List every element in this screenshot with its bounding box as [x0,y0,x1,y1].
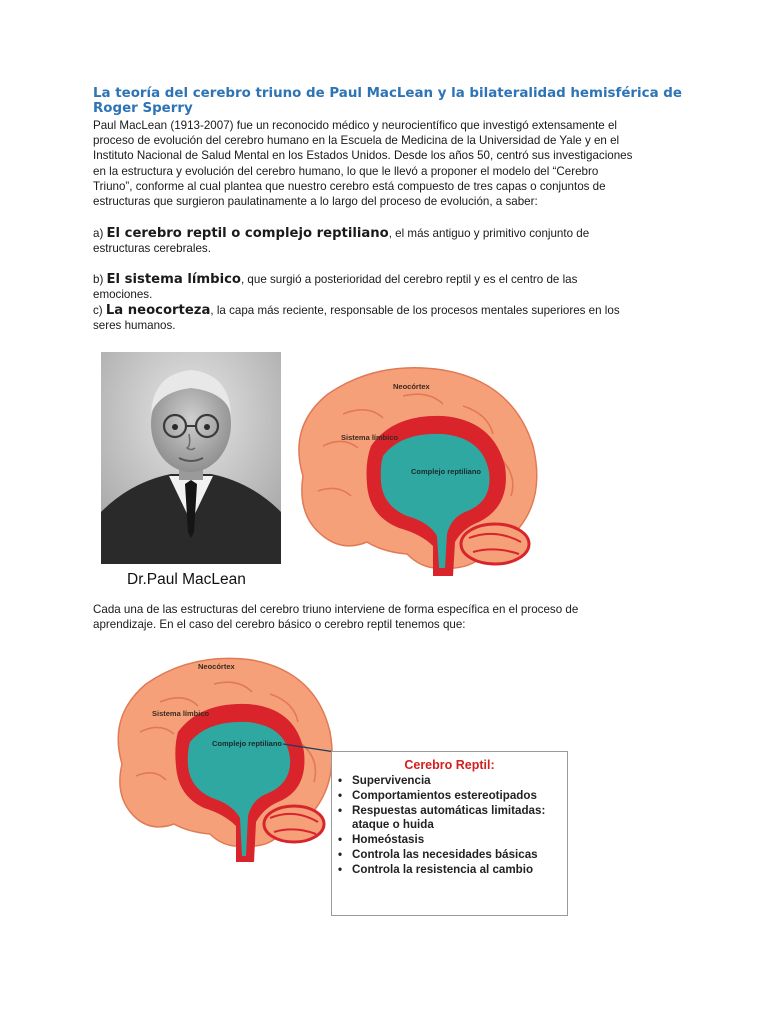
reptile-box-title: Cerebro Reptil: [404,758,495,772]
item-term: La neocorteza [105,303,211,318]
paragraph-2: Cada una de las estructuras del cerebro triuno interviene de forma específica en el proceso de aprendizaje. En el caso del cerebro básico o cerebro reptil tenemos que: [93,603,579,632]
intro-paragraph: Paul MacLean (1913-2007) fue un reconocido médico y neurocientífico que investigó extensamente el proceso de evolución del cerebro humano en la Escuela de Medicina de la Universidad de Yale y en el Instituto Nacional de Salud Mental en los Estados Unidos. Desde los años 50, centró sus investigaciones en la estructura y evolución del cerebro humano, lo que le llevó a proponer el modelo del “Cerebro Triuno”, conforme al cual plantea que nuestro cerebro está compuesto de tres capas o conjuntos de estructuras que surgieron paulatinamente a lo largo del proceso de evolución, a saber: [93,119,633,209]
list-item: • Respuestas automáticas limitadas: ataque o huida [338,804,562,832]
list-item: • Supervivencia [338,774,562,788]
item-term: El cerebro reptil o complejo reptiliano [106,226,389,241]
item-prefix: b) [93,273,107,286]
list-item-c [93,303,623,333]
reptilian-label: Complejo reptiliano [411,467,482,476]
list-item: • Controla la resistencia al cambio [338,863,562,877]
limbic-label: Sistema límbico [341,433,399,442]
reptilian-label: Complejo reptiliano [212,739,283,748]
item-text: , la capa más reciente, responsable de los procesos mentales superiores en los seres humanos. [93,304,620,333]
list-item: • Homeóstasis [338,833,562,847]
neocortex-label: Neocórtex [393,382,430,391]
photo-caption: Dr.Paul MacLean [127,571,246,588]
item-prefix: a) [93,227,107,240]
list-item: • Comportamientos estereotipados [338,789,562,803]
limbic-label: Sistema límbico [152,709,210,718]
item-text: , el más antiguo y primitivo conjunto de estructuras cerebrales. [93,227,590,256]
portrait-photo [101,352,281,564]
document-title: La teoría del cerebro triuno de Paul MacLean y la bilateralidad hemisférica de Roger Sperry [93,86,682,116]
portrait-illustration [101,352,281,564]
reptile-feature-list [338,774,562,878]
item-prefix: c) [93,304,106,317]
reptile-brain-box [331,751,568,916]
item-term: El sistema límbico [106,272,241,287]
list-item-b [93,272,623,302]
triune-brain-diagram [283,356,543,586]
neocortex-label: Neocórtex [198,662,235,671]
list-item: • Controla las necesidades básicas [338,848,562,862]
item-text: , que surgió a posterioridad del cerebro reptil y es el centro de las emociones. [93,273,578,302]
list-item-a [93,226,623,256]
